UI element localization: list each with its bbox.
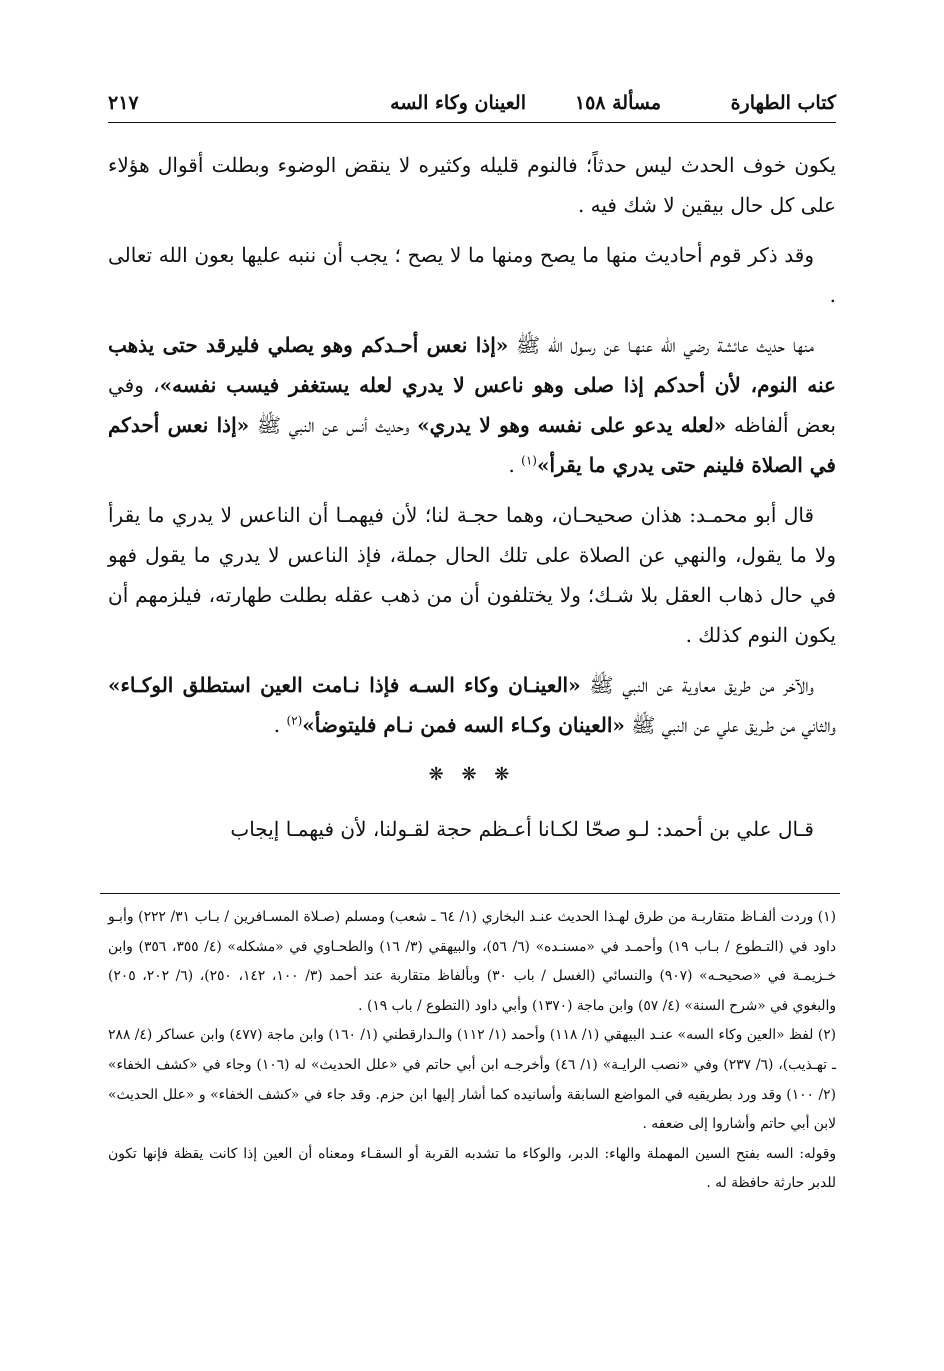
page-number: ٢١٧ (108, 92, 139, 114)
paragraph-3-end: . (508, 453, 522, 477)
hadith-ali: «العينان وكـاء السه فمن نـام فليتوضأ» (302, 713, 625, 737)
paragraph-3-anas-intro: وحديث أنس عن النبي ﷺ (249, 413, 418, 437)
paragraph-3-variant-intro: ، وفي بعض ألفاظه (108, 373, 836, 437)
paragraph-6: قـال علي بن أحمد: لـو صحّا لكـانا أعـظم حجة لقـولنا، لأن فيهمـا إيجاب (230, 817, 814, 841)
paragraph-2: وقد ذكر قوم أحاديث منها ما يصح ومنها ما لا يصح ؛ يجب أن ننبه عليها بعون الله تعالى . (108, 243, 836, 307)
footnote-1: (١) وردت ألفـاظ متقاربـة من طرق لهـذا الحديث عنـد البخاري (١/ ٦٤ ـ شعب) ومسلم (صـلاة المسـافرين / بـاب ٣١/ ٢٢٢) وأبـو داود في (التـطوع / بـاب ١٩) وأحمـد في «مسنـده» (٦/ ٥٦)، والبيهقي (٣/ ١٦) والطحـاوي في «مشكله» (٤/ ٣٥٥، ٣٥٦) وابن خـزيمـة في «صحيحـه» (٩٠٧) والنسائي (الغسل / باب ٣٠) وبألفاظ متقاربة عند أحمد (٣/ ١٠٠، ١٤٢، ٢٥٠)، (٦/ ٢٠٢، ٢٠٥) والبغوي في «شرح السنة» (٤/ ٥٧) وابن ماجة (١٣٧٠) وأبي داود (التطوع / باب ١٩) . (108, 909, 836, 1014)
footnote-divider (100, 893, 840, 894)
paragraph-1: يكون خوف الحدث ليس حدثاً؛ فالنوم قليله وكثيره لا ينقض الوضوء وبطلت أقوال هؤلاء على كل حال بيقين لا شك فيه . (108, 153, 836, 217)
footnote-2: (٢) لفظ «العين وكاء السه» عنـد البيهقي (١/ ١١٨) وأحمد (١/ ١١٢) والـدارقطني (١/ ١٦٠) وابن ماجة (٤٧٧) وابن عساكر (٤/ ٢٨٨ ـ تهـذيب)، (٦/ ٢٣٧) وفي «نصب الرايـة» (١/ ٤٦) وأخرجـه ابن أبي حاتم في «علل الحديث» له (١٠٦) وجاء في «كشف الخفاء» (٢/ ١٠٠) وقد ورد بطريقيه في المواضع السابقة وأسانيده كما أشار إليها ابن حزم. وقد جاء في «كشف الخفاء» و «علل الحديث» لابن أبي حاتم وأشاروا إلى ضعفه . (108, 1027, 837, 1133)
issue-number: مسألة ١٥٨ (574, 92, 661, 114)
paragraph-5 (108, 665, 836, 745)
paragraph-3-intro: منها حديث عائشة رضي الله عنهـا عن رسول الله ﷺ (508, 333, 815, 357)
footnote-3: وقوله: السه بفتح السين المهملة والهاء: الدبر، والوكاء ما تشدبه القربة أو السقـاء ومعناه أن العين إذا كانت يقظة فإنها تكون للدبر حارثة حافظة له . (108, 1145, 836, 1192)
footnotes (108, 903, 836, 1199)
hadith-aisha: «إذا نعس أحـدكم وهو يصلي فليرقد حتى يذهب عنه النوم، لأن أحدكم إذا صلى وهو ناعس لا يدري لعله يستغفر فيسب نفسه» (108, 333, 836, 397)
footnote-ref-1[interactable]: (١) (521, 453, 537, 468)
section-separator: ❋ ❋ ❋ (428, 764, 516, 785)
running-header (108, 88, 836, 123)
footnote-ref-2[interactable]: (٢) (286, 713, 303, 728)
paragraph-3 (108, 325, 836, 485)
hadith-muawiya: «العينـان وكاء السـه فإذا نـامت العين استطلق الوكـاء» (108, 673, 581, 697)
hadith-aisha-variant: «لعله يدعو على نفسه وهو لا يدري» (417, 413, 727, 437)
main-text (108, 145, 836, 859)
book-title: كتاب الطهارة (730, 92, 836, 114)
issue-topic: العينان وكاء السه (390, 92, 526, 114)
paragraph-5-end: . (273, 713, 287, 737)
paragraph-5-second-intro: والثاني من طـريق علي عن النبي ﷺ (624, 713, 836, 737)
hadith-anas: «إذا نعس أحدكم في الصلاة فلينم حتى يدري ما يقرأ» (108, 413, 836, 477)
paragraph-4: قال أبو محمـد: هذان صحيحـان، وهما حجـة لنا؛ لأن فيهمـا أن الناعس لا يدري ما يقرأ ولا ما يقول، والنهي عن الصلاة على تلك الحال جملة، فإذ الناعس لا يدري ما يقول فهو في حال ذهاب العقل بلا شـك؛ ولا يختلفون أن من ذهب عقله بطلت طهارته، فيلزمهم أن يكون النوم كذلك . (108, 503, 836, 647)
paragraph-5-intro: والآخر من طريق معاوية عن النبي ﷺ (580, 673, 815, 697)
